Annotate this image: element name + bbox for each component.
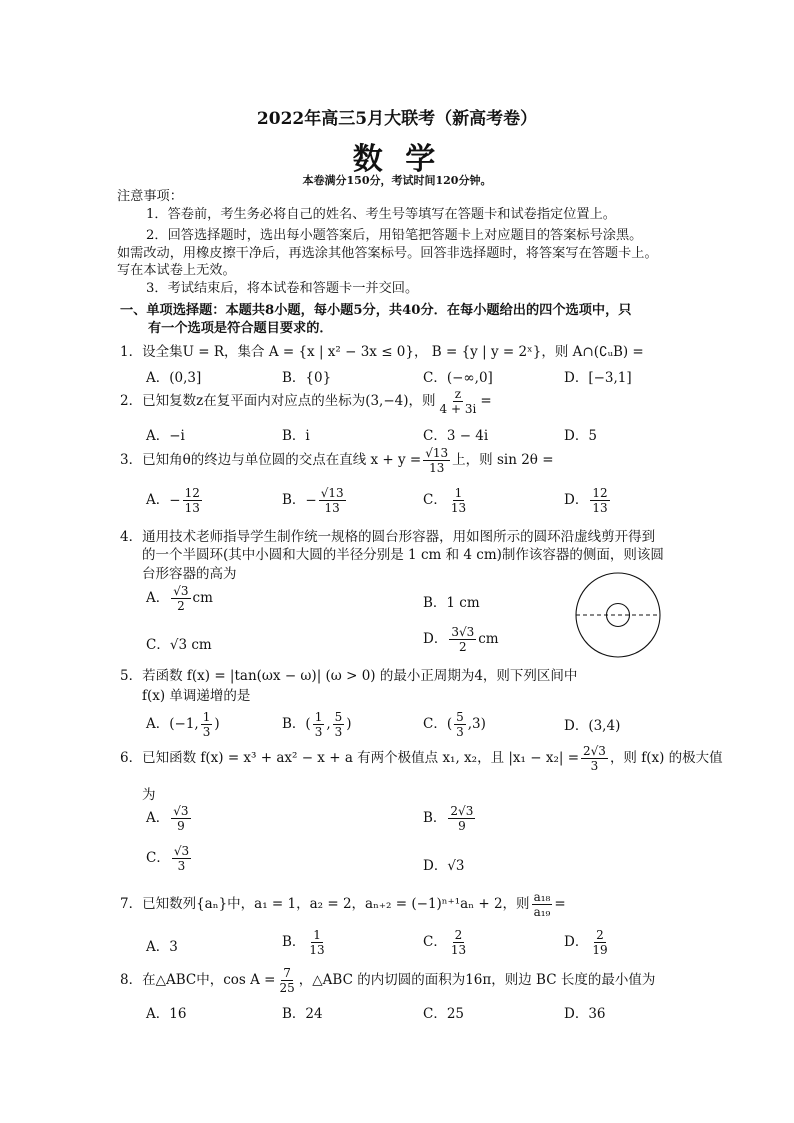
q3-c-fraction [449, 486, 468, 515]
q5-c-fraction [454, 710, 466, 739]
q5-c-pre: ( [446, 716, 453, 732]
q6-a-num: √3 [173, 804, 189, 818]
q7-c-num: 2 [454, 928, 463, 942]
question-1-stem: 1．设全集U = R，集合 A = {x | x² − 3x ≤ 0}， B = {y | y = 2ˣ}，则 A∩(∁ᵤB) = [120, 344, 644, 360]
question-5-stem-line: f(x) 单调递增的是 [142, 688, 251, 704]
question-4-stem-line: 的一个半圆环(其中小圆和大圆的半径分别是 1 cm 和 4 cm)制作该容器的侧面，则该圆 [142, 547, 664, 563]
q8-option-d: D．36 [564, 1006, 606, 1022]
q6-c-den: 3 [177, 859, 186, 873]
q3-option-a [146, 486, 204, 515]
q5-b-den: 3 [314, 725, 323, 739]
q4-option-d [423, 625, 499, 654]
q5-b-num: 1 [314, 710, 323, 724]
q3-a-sign: − [169, 492, 181, 509]
q7-d-den: 19 [592, 943, 608, 957]
q3-c-label: C． [423, 492, 447, 508]
q6-option-d [423, 854, 465, 874]
notice-heading: 注意事项： [117, 189, 183, 204]
q3-stem-text: 3．已知角θ的终边与单位圆的交点在直线 x + y = [120, 452, 422, 468]
q7-frac-num: a₁₈ [533, 890, 551, 904]
question-7-stem [120, 890, 566, 919]
subject-title: 数 学 [352, 142, 442, 177]
q6-c-label: C． [146, 850, 170, 866]
q8-option-c: C．25 [423, 1006, 465, 1022]
q1-option-d: D．[−3,1] [564, 370, 632, 386]
q6-frac-num: 2√3 [583, 744, 606, 758]
q3-b-fraction [319, 486, 346, 515]
q4-b-text: 1 cm [446, 595, 480, 611]
q5-a-den: 3 [202, 725, 211, 739]
q7-b-fraction [307, 928, 326, 957]
q2-option-c: C．3 − 4i [423, 428, 489, 444]
q7-stem-end: = [554, 896, 566, 912]
q7-b-den: 13 [309, 943, 325, 957]
question-8-stem [120, 966, 655, 995]
q7-d-label: D． [564, 934, 589, 950]
q2-fraction [438, 387, 479, 416]
question-4-stem-line: 4．通用技术老师指导学生制作统一规格的圆台形容器，用如图所示的圆环沿虚线剪开得到 [120, 529, 656, 545]
q6-a-fraction [171, 804, 190, 833]
q3-a-label: A． [146, 492, 170, 508]
q7-d-fraction [590, 928, 609, 957]
exam-info: 本卷满分150分，考试时间120分钟。 [302, 174, 492, 187]
q6-fraction [581, 744, 608, 773]
q3-option-c [423, 486, 470, 515]
q7-option-a [146, 935, 178, 955]
q7-option-d [564, 928, 612, 957]
q5-a-label: A． [146, 716, 170, 732]
notice-item: 2．回答选择题时，选出每小题答案后，用铅笔把答题卡上对应题目的答案标号涂黑。 [146, 228, 643, 243]
q6-option-b [423, 804, 477, 833]
q3-d-num: 12 [592, 486, 608, 500]
q5-option-d [564, 714, 620, 734]
q3-d-den: 13 [592, 501, 608, 515]
section-heading-cont: 有一个选项是符合题目要求的． [148, 321, 333, 336]
q7-stem-text: 7．已知数列{aₙ}中，a₁ = 1，a₂ = 2，aₙ₊₂ = (−1)ⁿ⁺¹aₙ + 2，则 [120, 896, 530, 912]
q5-a-num: 1 [202, 710, 211, 724]
q6-stem-text: 6．已知函数 f(x) = x³ + ax² − x + a 有两个极值点 x₁, x₂，且 |x₁ − x₂| = [120, 750, 580, 766]
q6-b-fraction [448, 804, 475, 833]
q4-option-b [423, 591, 480, 611]
q5-d-label: D． [564, 718, 589, 734]
q2-option-d: D．5 [564, 428, 597, 444]
q8-stem-text: 8．在△ABC中，cos A = [120, 972, 276, 988]
q4-d-unit: cm [478, 631, 499, 647]
q3-a-num: 12 [184, 486, 200, 500]
q3-fraction [423, 446, 450, 475]
q7-c-label: C． [423, 934, 447, 950]
q5-b-den2: 3 [334, 725, 343, 739]
q5-c-post: ,3) [467, 716, 486, 732]
q3-d-fraction [590, 486, 609, 515]
q5-c-label: C． [423, 716, 447, 732]
q2-option-b: B．i [282, 428, 310, 444]
q3-d-label: D． [564, 492, 589, 508]
q4-option-a [146, 584, 213, 613]
q4-d-num: 3√3 [451, 625, 475, 639]
q4-a-unit: cm [192, 590, 213, 606]
exam-title: 2022年高三5月大联考（新高考卷） [256, 109, 538, 129]
q4-c-text: √3 cm [169, 637, 212, 653]
q3-b-num: √13 [320, 486, 344, 500]
q6-b-den: 9 [458, 819, 466, 833]
q6-c-num: √3 [173, 844, 190, 858]
q8-option-a: A．16 [146, 1006, 187, 1022]
q1-option-b: B．{0} [282, 370, 332, 386]
notice-item: 3．考试结束后，将本试卷和答题卡一并交回。 [146, 281, 419, 296]
notice-item: 如需改动，用橡皮擦干净后，再选涂其他答案标号。回答非选择题时，将答案写在答题卡上。 [117, 246, 658, 261]
q4-a-num: √3 [173, 584, 189, 598]
q8-frac-den: 25 [279, 981, 295, 995]
q8-frac-num: 7 [283, 966, 291, 980]
q5-option-b [282, 710, 352, 739]
q7-b-label: B． [282, 934, 306, 950]
q2-frac-den: 4 + 3i [439, 402, 477, 416]
q5-option-c [423, 710, 486, 739]
question-5-stem-line: 5．若函数 f(x) = |tan(ωx − ω)| (ω > 0) 的最小正周期为4，则下列区间中 [120, 668, 578, 684]
q6-b-num: 2√3 [450, 804, 474, 818]
q4-d-fraction [449, 625, 476, 654]
q5-b-num2: 5 [334, 710, 343, 724]
q7-c-den: 13 [450, 943, 467, 957]
q5-option-a [146, 710, 220, 739]
section-heading: 一、单项选择题：本题共8小题，每小题5分，共40分．在每小题给出的四个选项中，只 [120, 303, 632, 318]
q2-option-a: A．−i [146, 428, 185, 444]
annulus-figure [573, 570, 663, 660]
q4-d-den: 2 [458, 640, 467, 654]
q2-frac-num: z [454, 387, 462, 401]
q3-option-b [282, 486, 348, 515]
q3-b-label: B． [282, 492, 306, 508]
q4-c-label: C． [146, 637, 170, 653]
q7-frac-den: a₁₉ [533, 905, 551, 919]
q2-stem-end: = [480, 393, 492, 409]
q7-option-b [282, 928, 329, 957]
q7-fraction [532, 890, 553, 919]
q6-stem-end: ，则 f(x) 的极大值 [609, 750, 723, 766]
q8-option-b: B．24 [282, 1006, 323, 1022]
question-3-stem [120, 446, 554, 475]
question-6-stem-cont: 为 [142, 787, 156, 803]
q4-option-c [146, 633, 212, 653]
notice-item: 写在本试卷上无效。 [117, 263, 236, 278]
q7-b-num: 1 [313, 928, 321, 942]
q4-b-label: B． [423, 595, 447, 611]
q3-a-den: 13 [184, 501, 200, 515]
q7-a-label: A． [146, 939, 170, 955]
q4-d-label: D． [423, 631, 448, 647]
q4-a-fraction [171, 584, 190, 613]
q3-c-den: 13 [450, 501, 467, 515]
q5-a-pre: (−1, [169, 716, 199, 732]
q5-a-post: ) [214, 716, 220, 732]
q4-a-label: A． [146, 590, 170, 606]
q3-a-fraction [183, 486, 202, 515]
q5-b-label: B． [282, 716, 306, 732]
q3-frac-den: 13 [429, 461, 445, 475]
notice-item: 1．答卷前，考生务必将自己的姓名、考生号等填写在答题卡和试卷指定位置上。 [146, 207, 616, 222]
q3-option-d [564, 486, 612, 515]
q7-c-fraction [449, 928, 468, 957]
q5-d-text: (3,4) [588, 718, 621, 734]
q5-b-fraction-1 [313, 710, 325, 739]
q1-option-c: C．(−∞,0] [423, 370, 493, 386]
q6-a-label: A． [146, 810, 170, 826]
q5-b-post: ) [346, 716, 352, 732]
q3-c-num: 1 [454, 486, 463, 500]
q5-b-fraction-2 [333, 710, 345, 739]
q8-fraction [277, 966, 296, 995]
q1-option-a: A．(0,3] [146, 370, 202, 386]
q5-c-den: 3 [456, 725, 464, 739]
q5-b-mid: , [326, 716, 331, 732]
q4-a-den: 2 [177, 599, 185, 613]
q2-stem-text: 2．已知复数z在复平面内对应点的坐标为(3,−4)，则 [120, 393, 436, 409]
q6-frac-den: 3 [590, 759, 599, 773]
question-6-stem [120, 744, 723, 773]
q6-c-fraction [172, 844, 191, 873]
q3-stem-end: 上，则 sin 2θ = [452, 452, 554, 468]
q3-b-sign: − [305, 492, 317, 509]
q6-option-a [146, 804, 193, 833]
q6-b-label: B． [423, 810, 447, 826]
q7-option-c [423, 928, 470, 957]
q6-a-den: 9 [177, 819, 185, 833]
q3-frac-num: √13 [425, 446, 449, 460]
q3-b-den: 13 [324, 501, 340, 515]
q6-d-label: D． [423, 858, 448, 874]
question-4-stem-line: 台形容器的高为 [142, 566, 237, 582]
question-2-stem [120, 387, 492, 416]
q8-stem-end: ，△ABC 的内切圆的面积为16π，则边 BC 长度的最小值为 [298, 972, 656, 988]
q6-d-text: √3 [447, 858, 465, 874]
q5-a-fraction [201, 710, 213, 739]
q5-c-num: 5 [456, 710, 464, 724]
q7-d-num: 2 [596, 928, 604, 942]
q5-b-pre: ( [305, 716, 311, 732]
q6-option-c [146, 844, 193, 873]
q7-a-text: 3 [169, 939, 178, 955]
